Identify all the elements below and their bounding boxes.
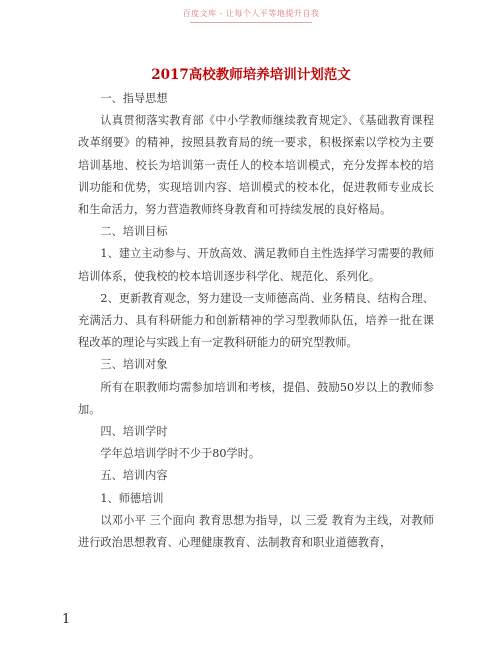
paragraph: 所有在职教师均需参加培训和考核，提倡、鼓励50岁以上的教师参加。 — [78, 380, 434, 416]
paragraph: 认真贯彻落实教育部《中小学教师继续教育规定》、《基础教育课程改革纲要》的精神，按照县教育局的统一要求，积极探索以学校为主要培训基地、校长为培训第一责任人的校本培训模式，充分发挥本校的培训功能和优势，实现培训内容、培训模式的校本化，促进教师专业成长和生命活力，努力营造教师终身教育和可持续发展的良好格局。 — [78, 114, 434, 217]
paragraph: 学年总培训学时不少于80学时。 — [100, 447, 261, 461]
paragraph: 1、建立主动参与、开放高效、满足教师自主性选择学习需要的教师培训体系，使我校的校本培训逐步科学化、规范化、系列化。 — [78, 247, 434, 283]
section-heading: 三、培训对象 — [100, 358, 168, 372]
section-heading: 五、培训内容 — [100, 469, 168, 483]
page-number: 1 — [62, 612, 71, 627]
section-heading: 二、培训目标 — [100, 225, 168, 239]
document-body — [78, 88, 434, 554]
watermark-header: 百度文库 - 让每个人平等地提升自我 — [182, 9, 320, 18]
paragraph: 2、更新教育观念，努力建设一支师德高尚、业务精良、结构合理、充满活力、具有科研能力和创新精神的学习型教师队伍，培养一批在课程改革的理论与实践上有一定教科研能力的研究型教师。 — [78, 291, 434, 350]
section-heading: 四、培训学时 — [100, 425, 168, 439]
section-heading: 一、指导思想 — [100, 92, 168, 105]
paragraph: 以邓小平 三个面向 教育思想为指导，以 三爱 教育为主线，对教师进行政治思想教育、心理健康教育、法制教育和职业道德教育， — [78, 513, 434, 550]
document-title: 2017高校教师培养培训计划范文 — [151, 67, 351, 83]
subsection-heading: 1、师德培训 — [100, 491, 164, 505]
header-divider — [190, 22, 312, 23]
